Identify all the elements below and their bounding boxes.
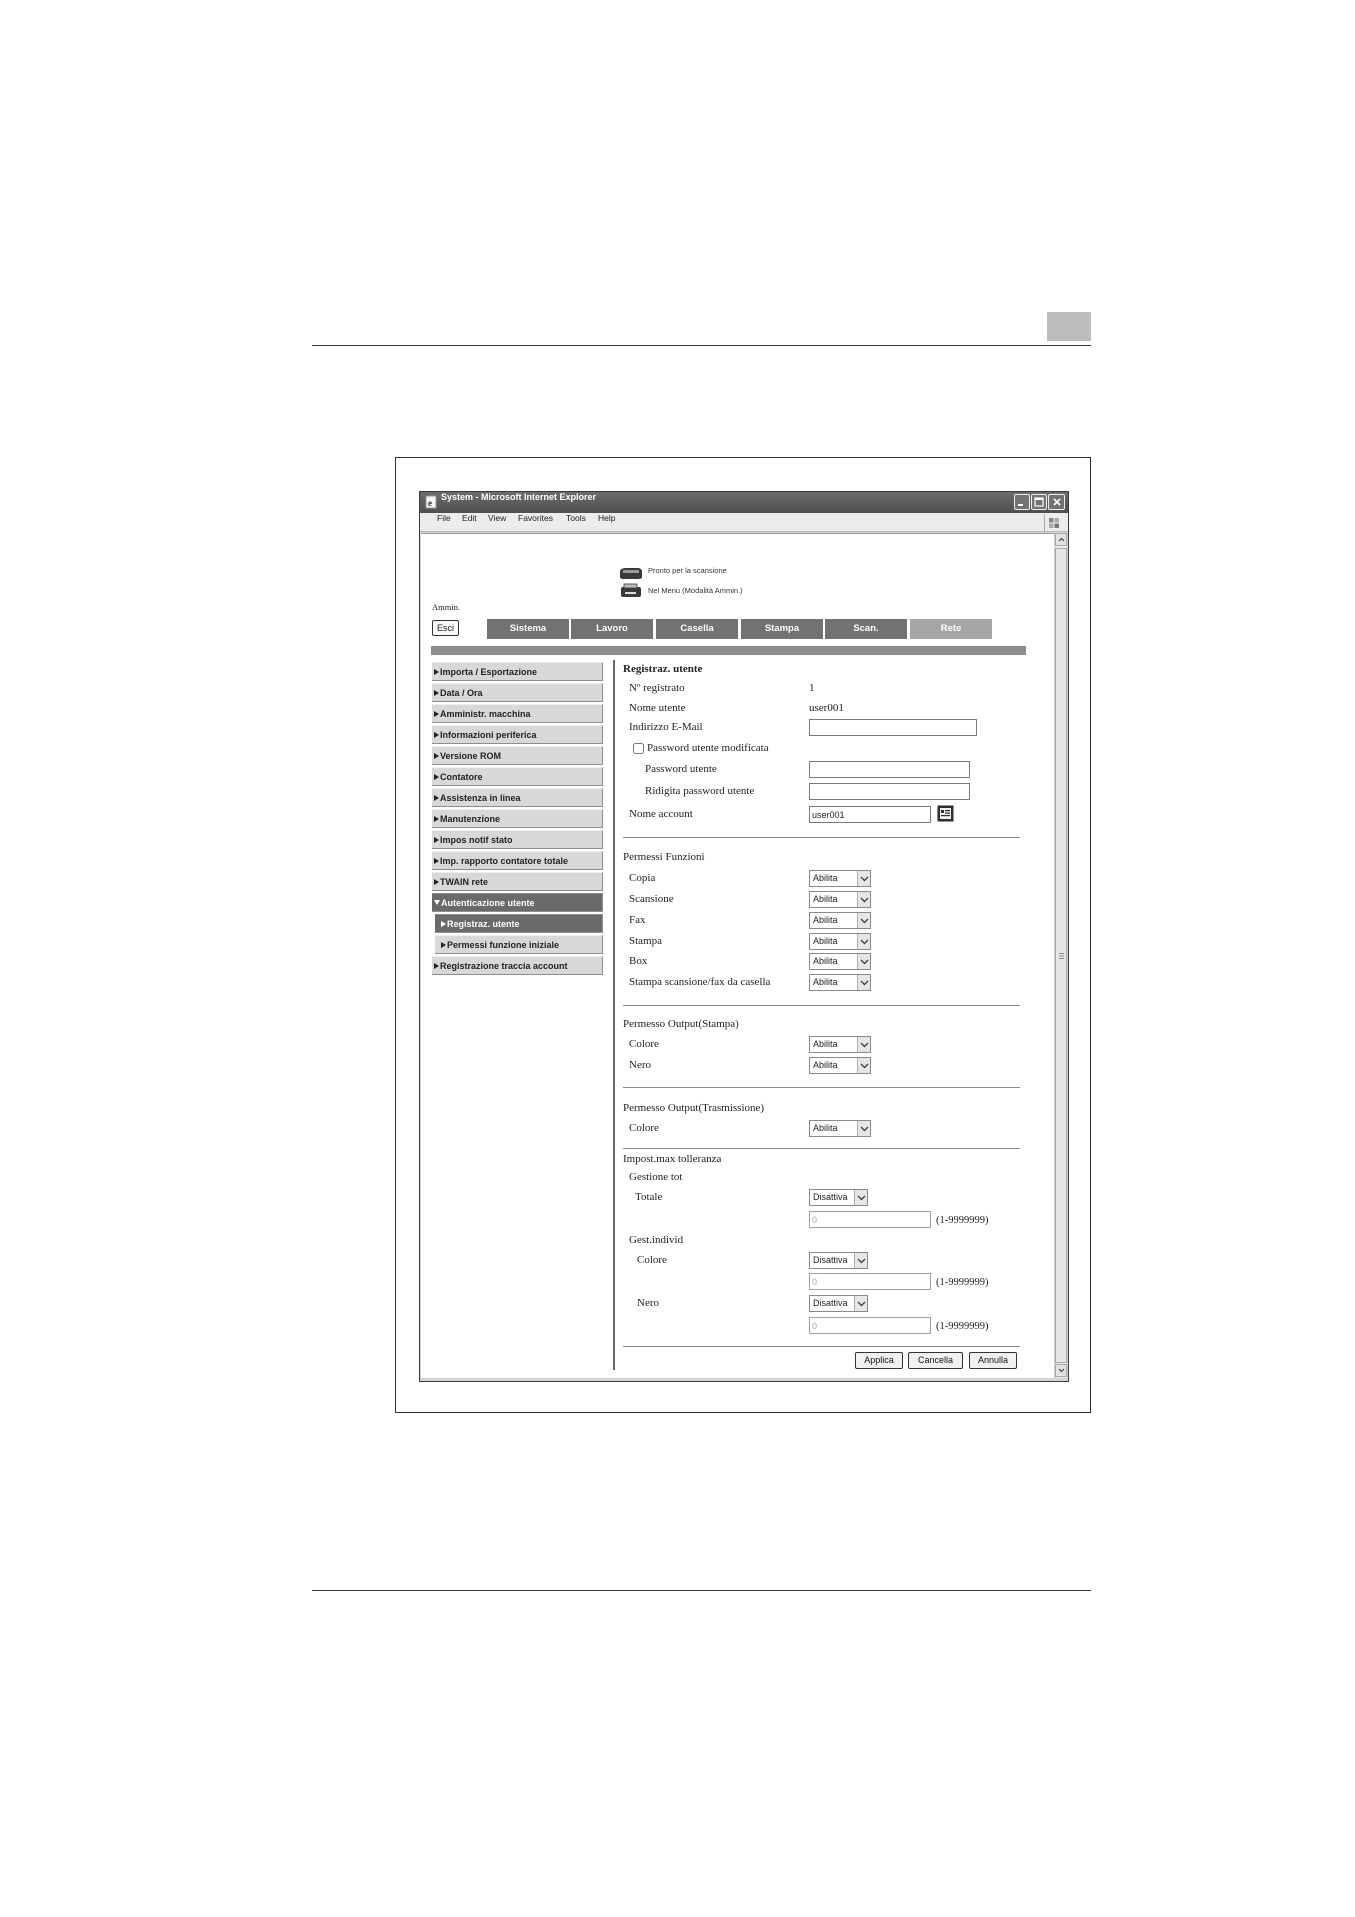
sidebar-item-initial-function-permissions[interactable] [435, 935, 603, 954]
select-value: Disattiva [813, 1192, 848, 1202]
sidebar-item-label: Registrazione traccia account [440, 960, 568, 971]
individual-management-label: Gest.individ [629, 1234, 684, 1246]
minimize-button[interactable] [1014, 494, 1030, 510]
max-tolerance-title: Impost.max tolleranza [623, 1153, 722, 1165]
output-print-black-label: Nero [629, 1059, 651, 1071]
select-value: Abilita [813, 956, 838, 966]
sidebar-item-counter[interactable] [432, 767, 603, 786]
scroll-down-button[interactable] [1055, 1364, 1067, 1377]
scroll-up-button[interactable] [1055, 533, 1067, 546]
page-content [421, 533, 1054, 1378]
sidebar-item-user-authentication[interactable] [432, 893, 603, 912]
svg-text:e: e [428, 498, 432, 508]
password-confirm-input[interactable] [809, 783, 970, 800]
arrow-right-icon [441, 942, 446, 948]
individual-color-limit-input[interactable] [809, 1273, 931, 1290]
email-label: Indirizzo E-Mail [629, 721, 703, 733]
menu-favorites[interactable]: Favorites [518, 513, 553, 523]
output-transmission-color-label: Colore [629, 1122, 659, 1134]
tab-lavoro[interactable]: Lavoro [571, 619, 653, 639]
output-print-color-label: Colore [629, 1038, 659, 1050]
chevron-down-icon [857, 892, 870, 907]
output-print-title: Permesso Output(Stampa) [623, 1018, 739, 1030]
sidebar-item-label: Contatore [440, 771, 483, 782]
box-print-scan-fax-permission-select[interactable] [809, 974, 871, 991]
arrow-right-icon [434, 795, 439, 801]
individual-black-mode-select[interactable] [809, 1295, 868, 1312]
fax-permission-select[interactable] [809, 912, 871, 929]
address-book-icon[interactable] [937, 805, 954, 822]
select-value: Abilita [813, 873, 838, 883]
sidebar-item-label: Importa / Esportazione [440, 666, 538, 677]
sidebar [432, 662, 603, 977]
menu-view[interactable]: View [488, 513, 507, 523]
sidebar-item-rom-version[interactable] [432, 746, 603, 765]
sidebar-item-label: Manutenzione [440, 813, 500, 824]
password-changed-checkbox[interactable] [633, 743, 644, 754]
arrow-right-icon [434, 711, 439, 717]
box-print-scan-fax-label: Stampa scansione/fax da casella [629, 976, 771, 988]
window-title: System - Microsoft Internet Explorer [441, 492, 597, 502]
sidebar-item-label: Versione ROM [440, 750, 502, 761]
username-label: Nome utente [629, 702, 686, 714]
windows-logo-icon [1044, 514, 1062, 531]
chevron-down-icon [854, 1190, 867, 1205]
scan-permission-select[interactable] [809, 891, 871, 908]
output-print-color-select[interactable] [809, 1036, 871, 1053]
select-value: Abilita [813, 1039, 838, 1049]
sidebar-item-machine-admin[interactable] [432, 704, 603, 723]
fax-label: Fax [629, 914, 646, 926]
maximize-button[interactable] [1031, 494, 1047, 510]
arrow-right-icon [434, 858, 439, 864]
arrow-down-icon [434, 900, 440, 905]
minimize-icon [1017, 497, 1027, 507]
sidebar-item-maintenance[interactable] [432, 809, 603, 828]
copy-label: Copia [629, 872, 656, 884]
tab-stampa[interactable]: Stampa [741, 619, 823, 639]
user-mode-label: Ammin. [432, 602, 461, 612]
chevron-down-icon [857, 934, 870, 949]
maximize-icon [1034, 497, 1044, 507]
menu-bar [420, 513, 1068, 532]
header-rule [312, 345, 1091, 346]
sidebar-item-label: Impos notif stato [440, 834, 513, 845]
chevron-down-icon [857, 1058, 870, 1073]
section-divider [623, 837, 1020, 838]
arrow-right-icon [434, 732, 439, 738]
arrow-right-icon [434, 837, 439, 843]
sidebar-item-label: Amministr. macchina [440, 708, 531, 719]
arrow-right-icon [434, 879, 439, 885]
select-value: Abilita [813, 915, 838, 925]
menu-tools[interactable]: Tools [566, 513, 586, 523]
section-divider [623, 1148, 1020, 1149]
username-value: user001 [809, 702, 844, 714]
print-permission-select[interactable] [809, 933, 871, 950]
sidebar-item-online-assistance[interactable] [432, 788, 603, 807]
sidebar-item-twain-network[interactable] [432, 872, 603, 891]
abort-button[interactable]: Annulla [969, 1352, 1017, 1369]
arrow-right-icon [434, 963, 439, 969]
select-value: Disattiva [813, 1298, 848, 1308]
output-transmission-title: Permesso Output(Trasmissione) [623, 1102, 765, 1114]
select-value: Abilita [813, 1123, 838, 1133]
section-divider [623, 1346, 1020, 1347]
sidebar-item-label: Autenticazione utente [441, 897, 535, 908]
password-changed-label: Password utente modificata [647, 742, 769, 754]
function-permissions-title: Permessi Funzioni [623, 851, 705, 863]
sidebar-item-label: Data / Ora [440, 687, 483, 698]
sidebar-item-total-counter-report[interactable] [432, 851, 603, 870]
copier-icon [618, 583, 644, 599]
chevron-down-icon [857, 954, 870, 969]
sidebar-item-account-track-registration[interactable] [432, 956, 603, 975]
section-divider [623, 1087, 1020, 1088]
total-range-hint: (1-9999999) [936, 1215, 989, 1226]
logout-button[interactable]: Esci [432, 620, 459, 636]
sidebar-item-label: Assistenza in linea [440, 792, 521, 803]
box-permission-select[interactable] [809, 953, 871, 970]
chevron-down-icon [854, 1296, 867, 1311]
sidebar-item-label: Imp. rapporto contatore totale [440, 855, 569, 866]
password-label: Password utente [645, 763, 717, 775]
total-management-label: Gestione tot [629, 1171, 683, 1183]
sidebar-item-user-registration[interactable] [435, 914, 603, 933]
scanner-icon [618, 565, 644, 581]
individual-color-mode-select[interactable] [809, 1252, 868, 1269]
menu-edit[interactable]: Edit [462, 513, 477, 523]
registration-number-value: 1 [809, 682, 815, 694]
copy-permission-select[interactable] [809, 870, 871, 887]
password-confirm-label: Ridigita password utente [645, 785, 755, 797]
total-mode-select[interactable] [809, 1189, 868, 1206]
arrow-right-icon [434, 690, 439, 696]
sidebar-item-label: TWAIN rete [440, 876, 489, 887]
total-limit-input[interactable] [809, 1211, 931, 1228]
close-icon [1052, 497, 1062, 507]
mode-status: Nel Menu (Modalità Ammin.) [648, 586, 743, 595]
browser-page-icon [424, 495, 438, 509]
apply-button[interactable]: Applica [855, 1352, 903, 1369]
form-title: Registraz. utente [623, 663, 703, 675]
chevron-up-icon [1058, 537, 1065, 542]
chapter-tab [1047, 312, 1091, 341]
select-value: Abilita [813, 894, 838, 904]
tab-rete[interactable]: Rete [910, 619, 992, 639]
individual-black-label: Nero [637, 1297, 659, 1309]
email-input[interactable] [809, 719, 977, 736]
arrow-right-icon [441, 921, 446, 927]
section-divider [623, 1005, 1020, 1006]
select-value: Disattiva [813, 1255, 848, 1265]
tab-sistema[interactable]: Sistema [487, 619, 569, 639]
select-value: Abilita [813, 936, 838, 946]
tab-casella[interactable]: Casella [656, 619, 738, 639]
chevron-down-icon [1058, 1368, 1065, 1373]
cancel-button[interactable]: Cancella [908, 1352, 963, 1369]
menu-file[interactable]: File [437, 513, 451, 523]
chevron-down-icon [857, 975, 870, 990]
password-input[interactable] [809, 761, 970, 778]
arrow-right-icon [434, 774, 439, 780]
footer-rule [312, 1590, 1091, 1591]
individual-color-label: Colore [637, 1254, 667, 1266]
registration-number-label: Nº registrato [629, 682, 685, 694]
chevron-down-icon [857, 1121, 870, 1136]
sidebar-item-date-time[interactable] [432, 683, 603, 702]
total-label: Totale [635, 1191, 663, 1203]
account-name-label: Nome account [629, 808, 693, 820]
title-bar [420, 492, 1068, 513]
tab-scan[interactable]: Scan. [825, 619, 907, 639]
chevron-down-icon [857, 1037, 870, 1052]
chevron-down-icon [854, 1253, 867, 1268]
sidebar-item-device-info[interactable] [432, 725, 603, 744]
vertical-scrollbar[interactable] [1054, 533, 1067, 1378]
individual-black-range-hint: (1-9999999) [936, 1321, 989, 1332]
scan-label: Scansione [629, 893, 674, 905]
chevron-down-icon [857, 871, 870, 886]
vertical-divider [613, 660, 615, 1370]
sidebar-item-import-export[interactable] [432, 662, 603, 681]
output-transmission-color-select[interactable] [809, 1120, 871, 1137]
close-button[interactable] [1048, 494, 1065, 510]
individual-black-limit-input[interactable] [809, 1317, 931, 1334]
tab-underline-bar [431, 646, 1026, 655]
sidebar-item-label: Permessi funzione iniziale [447, 939, 560, 950]
browser-window [419, 491, 1069, 1382]
print-label: Stampa [629, 935, 662, 947]
grip-icon [1058, 952, 1065, 960]
chevron-down-icon [857, 913, 870, 928]
select-value: Abilita [813, 1060, 838, 1070]
box-label: Box [629, 955, 648, 967]
arrow-right-icon [434, 816, 439, 822]
account-name-input[interactable] [809, 806, 931, 823]
scroll-thumb[interactable] [1055, 548, 1067, 1363]
arrow-right-icon [434, 753, 439, 759]
menu-help[interactable]: Help [598, 513, 616, 523]
select-value: Abilita [813, 977, 838, 987]
sidebar-item-status-notification[interactable] [432, 830, 603, 849]
sidebar-item-label: Informazioni periferica [440, 729, 537, 740]
arrow-right-icon [434, 669, 439, 675]
scanner-status: Pronto per la scansione [648, 566, 727, 575]
individual-color-range-hint: (1-9999999) [936, 1277, 989, 1288]
output-print-black-select[interactable] [809, 1057, 871, 1074]
sidebar-item-label: Registraz. utente [447, 918, 520, 929]
